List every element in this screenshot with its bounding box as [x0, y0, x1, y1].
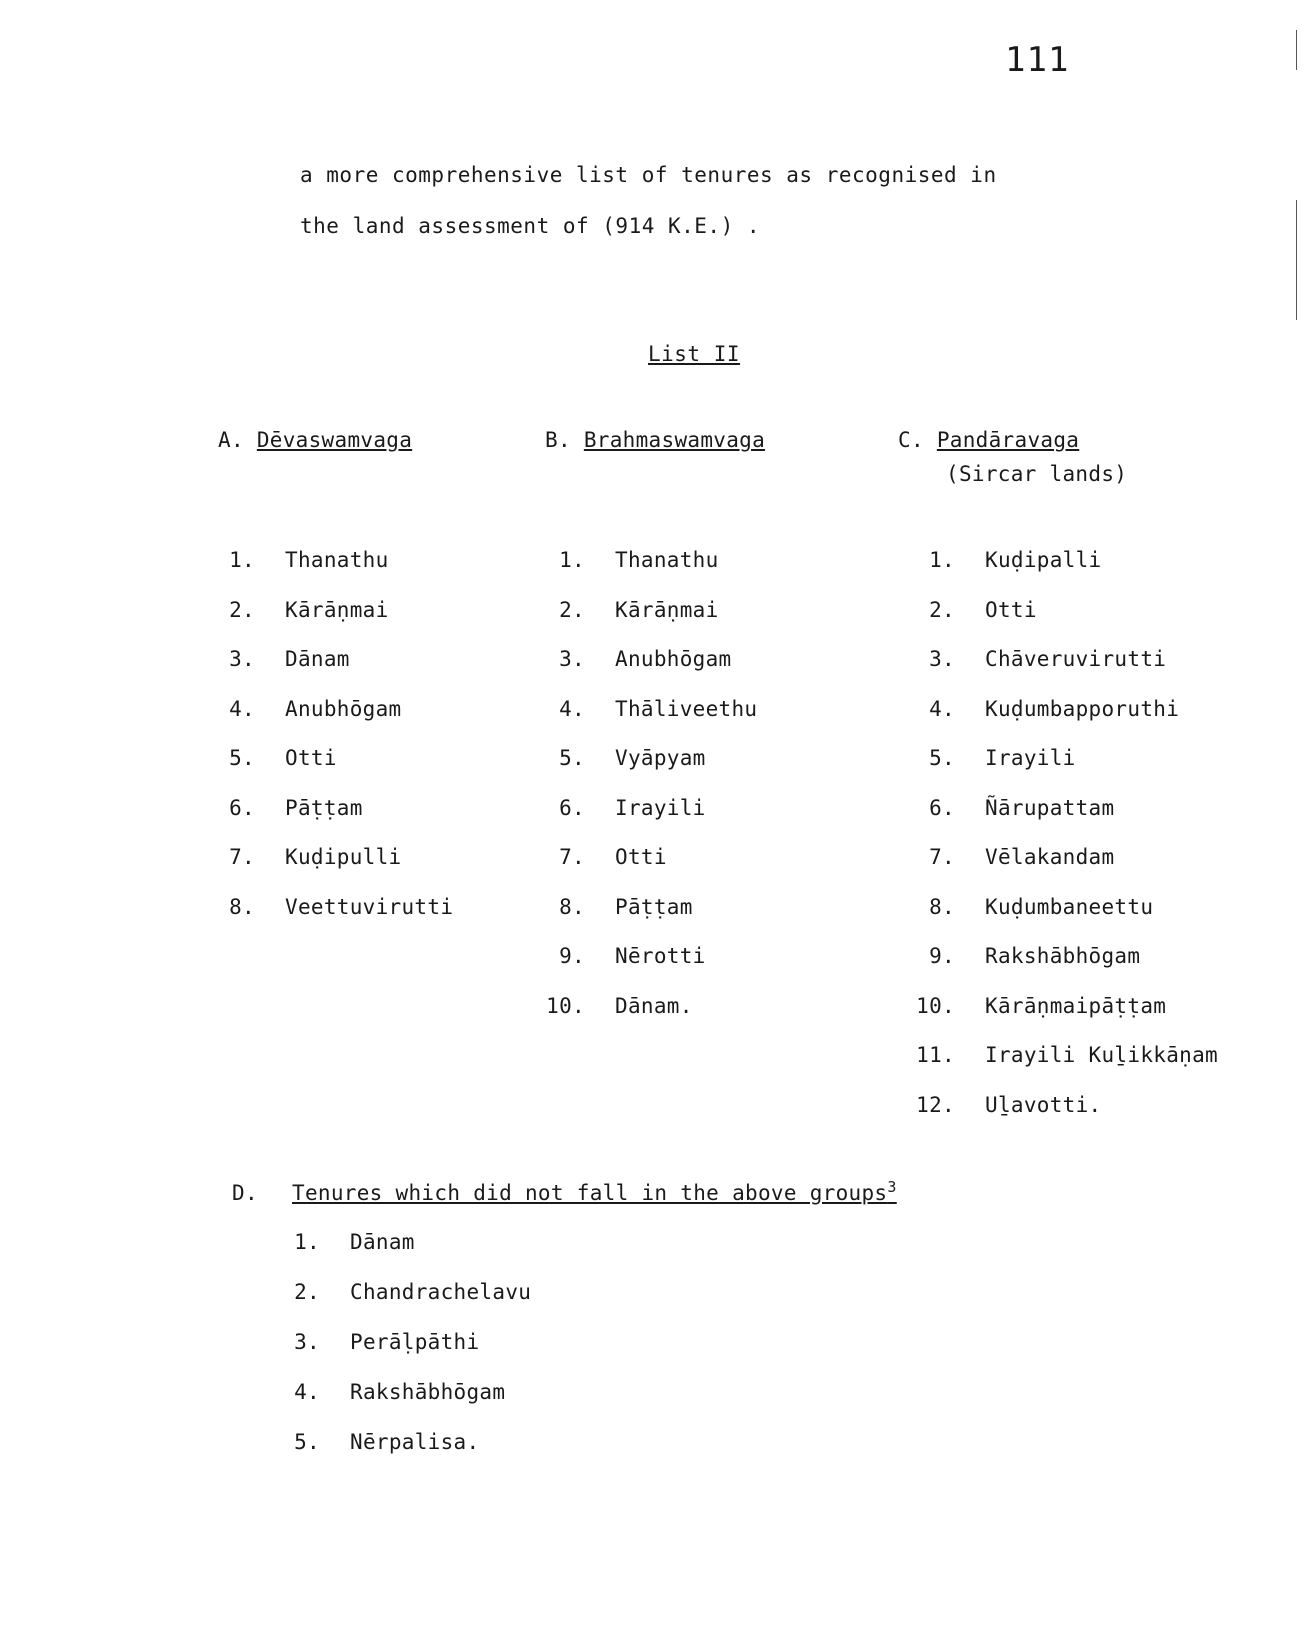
item-text: Otti: [285, 746, 337, 770]
list-item: [525, 598, 757, 648]
page-number: 111: [1005, 40, 1070, 80]
item-number: 8.: [929, 894, 955, 919]
item-text: Thāliveethu: [615, 696, 758, 721]
item-number: 4.: [559, 696, 585, 721]
item-text: Dānam: [350, 1230, 415, 1254]
item-text: Perāḷpāthi: [350, 1330, 480, 1354]
column-a-list: [195, 548, 453, 944]
item-number: 3.: [294, 1330, 320, 1354]
list-item: [525, 746, 757, 796]
list-item: [895, 994, 1218, 1044]
item-number: 2.: [229, 597, 255, 622]
item-number: 4.: [294, 1380, 320, 1404]
item-text: Thanathu: [285, 548, 389, 572]
section-d-list: [280, 1230, 531, 1480]
item-number: 5.: [559, 746, 585, 770]
item-text: Vēlakandam: [985, 845, 1115, 869]
item-text: Otti: [985, 597, 1037, 622]
column-letter: C.: [898, 428, 924, 452]
item-text: Kārāṇmai: [615, 597, 719, 622]
item-text: Pāṭṭam: [285, 795, 363, 820]
item-text: Uḻavotti.: [985, 1092, 1102, 1117]
intro-line: a more comprehensive list of tenures as recognised in: [300, 163, 997, 187]
item-text: Ñārupattam: [985, 795, 1115, 820]
item-number: 6.: [559, 795, 585, 820]
list-item: [525, 796, 757, 846]
item-text: Kuḍumbaneettu: [985, 894, 1154, 919]
list-title: List II: [648, 342, 741, 366]
item-number: 7.: [929, 845, 955, 869]
list-item: [895, 796, 1218, 846]
list-item: [895, 1043, 1218, 1093]
intro-paragraph: [300, 150, 997, 252]
intro-line: the land assessment of (914 K.E.) .: [300, 214, 761, 238]
list-item: [195, 746, 453, 796]
item-number: 10.: [546, 993, 585, 1018]
item-number: 2.: [294, 1280, 320, 1304]
item-text: Rakshābhōgam: [985, 944, 1141, 968]
footnote-marker: 3: [887, 1178, 897, 1196]
item-number: 2.: [559, 597, 585, 622]
list-item: [195, 895, 453, 945]
list-item: [280, 1430, 531, 1480]
item-text: Thanathu: [615, 548, 719, 572]
margin-line: [1296, 200, 1297, 320]
section-letter: D.: [232, 1181, 258, 1205]
item-text: Irayili: [615, 795, 706, 820]
list-item: [895, 845, 1218, 895]
item-number: 5.: [929, 746, 955, 770]
item-number: 5.: [294, 1430, 320, 1454]
item-text: Veettuvirutti: [285, 894, 454, 919]
item-number: 3.: [229, 647, 255, 671]
item-text: Kuḍumbapporuthi: [985, 696, 1180, 721]
column-b-list: [525, 548, 757, 1043]
section-d-heading: [232, 1178, 897, 1205]
item-text: Chāveruvirutti: [985, 647, 1167, 671]
column-c-list: [895, 548, 1218, 1142]
item-text: Nērpalisa.: [350, 1430, 480, 1454]
margin-line: [1296, 30, 1297, 70]
list-item: [525, 845, 757, 895]
item-number: 10.: [916, 993, 955, 1018]
list-item: [525, 994, 757, 1044]
item-number: 9.: [559, 944, 585, 968]
item-text: Kuḍipulli: [285, 845, 402, 869]
item-text: Irayili: [985, 746, 1076, 770]
list-item: [280, 1280, 531, 1330]
item-number: 8.: [559, 894, 585, 919]
list-item: [195, 598, 453, 648]
list-item: [525, 944, 757, 994]
item-number: 6.: [229, 795, 255, 820]
item-number: 7.: [229, 845, 255, 869]
column-letter: B.: [545, 428, 571, 452]
column-b-heading: [545, 428, 765, 452]
column-c-heading: [898, 428, 1127, 486]
column-a-heading: [218, 428, 412, 452]
list-item: [280, 1330, 531, 1380]
item-text: Anubhōgam: [285, 696, 402, 721]
column-title: Dēvaswamvaga: [256, 428, 413, 452]
list-item: [895, 1093, 1218, 1143]
item-number: 4.: [929, 696, 955, 721]
item-text: Chandrachelavu: [350, 1280, 532, 1304]
column-subtitle: (Sircar lands): [946, 462, 1128, 486]
item-number: 7.: [559, 845, 585, 869]
item-number: 1.: [294, 1230, 320, 1254]
item-text: Rakshābhōgam: [350, 1380, 506, 1404]
item-text: Dānam.: [615, 993, 693, 1018]
list-item: [895, 746, 1218, 796]
item-number: 1.: [929, 548, 955, 572]
item-text: Kuḍipalli: [985, 548, 1102, 572]
item-text: Otti: [615, 845, 667, 869]
list-item: [195, 796, 453, 846]
item-number: 12.: [916, 1092, 955, 1117]
item-text: Nērotti: [615, 944, 706, 968]
item-text: Anubhōgam: [615, 647, 732, 671]
item-number: 4.: [229, 696, 255, 721]
item-text: Vyāpyam: [615, 746, 706, 770]
item-number: 9.: [929, 944, 955, 968]
list-item: [525, 647, 757, 697]
list-item: [895, 598, 1218, 648]
item-text: Kārāṇmai: [285, 597, 389, 622]
list-item: [280, 1230, 531, 1280]
column-title: Brahmaswamvaga: [583, 428, 766, 452]
list-item: [195, 697, 453, 747]
list-item: [895, 647, 1218, 697]
list-item: [895, 697, 1218, 747]
item-text: Pāṭṭam: [615, 894, 693, 919]
item-number: 1.: [559, 548, 585, 572]
list-item: [895, 548, 1218, 598]
column-title: Pandāravaga: [936, 428, 1080, 452]
item-number: 6.: [929, 795, 955, 820]
list-item: [525, 697, 757, 747]
list-item: [895, 895, 1218, 945]
item-number: 11.: [916, 1043, 955, 1067]
item-number: 1.: [229, 548, 255, 572]
list-item: [280, 1380, 531, 1430]
item-number: 2.: [929, 597, 955, 622]
item-number: 5.: [229, 746, 255, 770]
list-item: [895, 944, 1218, 994]
list-item: [195, 548, 453, 598]
section-title: [292, 1178, 897, 1205]
item-number: 8.: [229, 894, 255, 919]
column-letter: A.: [218, 428, 244, 452]
list-item: [195, 845, 453, 895]
list-item: [525, 548, 757, 598]
list-item: [525, 895, 757, 945]
item-text: Kārāṇmaipāṭṭam: [985, 993, 1167, 1018]
section-title-text: Tenures which did not fall in the above groups: [292, 1181, 888, 1205]
list-item: [195, 647, 453, 697]
item-text: Dānam: [285, 647, 350, 671]
item-number: 3.: [559, 647, 585, 671]
item-text: Irayili Kuḻikkāṇam: [985, 1043, 1218, 1067]
item-number: 3.: [929, 647, 955, 671]
